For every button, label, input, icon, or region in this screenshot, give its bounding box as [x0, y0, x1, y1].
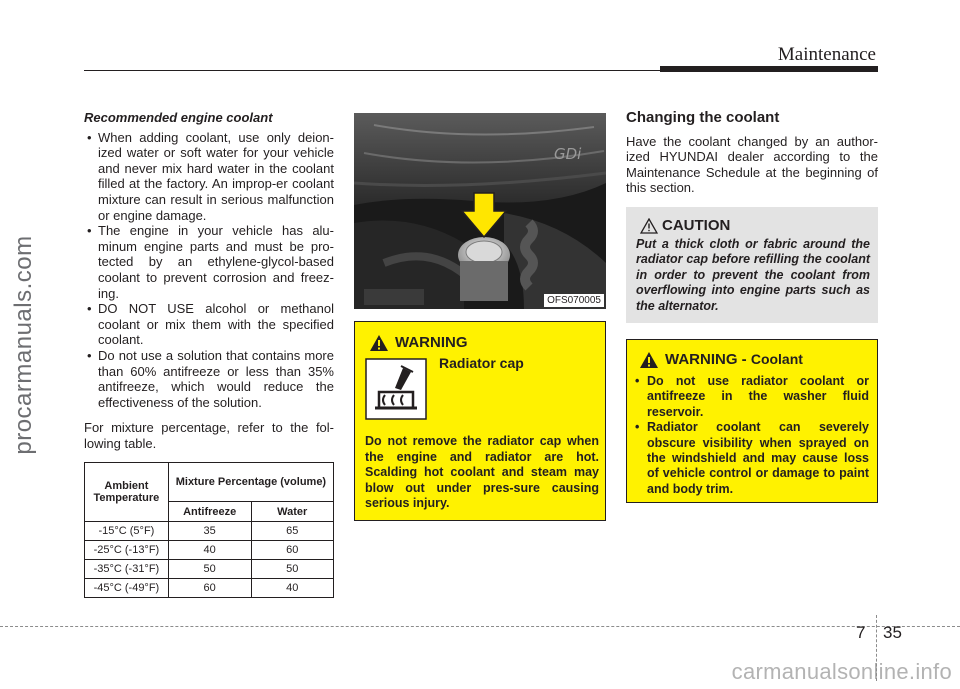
- bullet-item: • Radiator coolant can severely obscure visibility when sprayed on the windshield and may cause loss of vehicle control or damage to paint and body trim.: [633, 420, 869, 497]
- bullet-item: • DO NOT USE alcohol or methanol coolant or mix them with the specified coolant.: [84, 301, 334, 348]
- header-rule-thick: [660, 66, 878, 72]
- cell-water: 50: [251, 560, 333, 579]
- warning-coolant-box: [626, 339, 878, 503]
- warning-coolant-bullets: [633, 374, 869, 497]
- table-row: [85, 522, 334, 541]
- left-column: [84, 110, 334, 451]
- warning-coolant-title: WARNING -: [665, 351, 751, 368]
- table-row: [85, 541, 334, 560]
- cell-water: 60: [251, 541, 333, 560]
- coolant-bullets: [84, 130, 334, 411]
- engine-bay-illustration: [354, 113, 606, 309]
- cell-antifreeze: 40: [168, 541, 251, 560]
- warning-triangle-icon: [639, 351, 659, 369]
- cell-temperature: -25°C (-13°F): [85, 541, 169, 560]
- bullet-item: • Do not use radiator coolant or antifreeze in the washer fluid reservoir.: [633, 374, 869, 420]
- warning-subtitle: Radiator cap: [439, 355, 524, 371]
- subheading-recommended-coolant: Recommended engine coolant: [84, 110, 273, 125]
- hot-coolant-icon: [365, 358, 427, 420]
- bullet-item: • When adding coolant, use only deion-ized water or soft water for your vehicle and never mix hard water in the coolant filled at the factory. An improp-er coolant mixture can result in serious malfunction or engine damage.: [84, 130, 334, 224]
- watermark-bottom: carmanualsonline.info: [731, 659, 952, 684]
- caution-box: [626, 207, 878, 323]
- caution-heading: [640, 217, 730, 234]
- right-column: [626, 110, 878, 196]
- warning-title: WARNING: [395, 334, 468, 351]
- heading-changing-coolant: Changing the coolant: [626, 109, 780, 126]
- section-title: Maintenance: [777, 44, 876, 65]
- header-antifreeze: Antifreeze: [168, 502, 251, 522]
- header-mixture-percentage: Mixture Percentage (volume): [168, 463, 333, 502]
- caution-triangle-icon: [640, 218, 658, 234]
- cell-temperature: -35°C (-31°F): [85, 560, 169, 579]
- warning-triangle-icon: [369, 334, 389, 352]
- warning-heading: [369, 334, 468, 352]
- warning-coolant-heading: [639, 351, 803, 369]
- header-rule: [84, 70, 660, 71]
- bullet-item: • Do not use a solution that contains more than 60% antifreeze or less than 35% antifreeze, which would reduce the effectiveness of the solution.: [84, 348, 334, 410]
- cell-antifreeze: 60: [168, 579, 251, 598]
- changing-coolant-text: Have the coolant changed by an author-ized HYUNDAI dealer according to the Maintenance Schedule at the beginning of this section.: [626, 133, 878, 196]
- mixture-paragraph: For mixture percentage, refer to the fol-lowing table.: [84, 420, 334, 451]
- watermark-vertical: [0, 0, 48, 689]
- watermark-vertical-text: procarmanuals.com: [10, 235, 37, 455]
- cell-antifreeze: 35: [168, 522, 251, 541]
- table-row: [85, 560, 334, 579]
- warning-text: Do not remove the radiator cap when the engine and radiator are hot. Scalding hot coolant and steam may blow out under pres-sure causing serious injury.: [365, 434, 599, 511]
- cell-antifreeze: 50: [168, 560, 251, 579]
- warning-coolant-title-suffix: Coolant: [750, 351, 803, 367]
- cell-temperature: -15°C (5°F): [85, 522, 169, 541]
- table-row: [85, 579, 334, 598]
- header-water: Water: [251, 502, 333, 522]
- cell-temperature: -45°C (-49°F): [85, 579, 169, 598]
- caution-title: CAUTION: [662, 217, 731, 234]
- bullet-item: • The engine in your vehicle has alu-minum engine parts and must be pro-tected by an ethylene-glycol-based coolant to prevent corrosion and freez-ing.: [84, 223, 334, 301]
- page-number: 35: [883, 623, 902, 642]
- engine-bay-photo: [354, 113, 606, 309]
- caution-text: Put a thick cloth or fabric around the radiator cap before refilling the coolant in order to prevent the coolant from overflowing into engine parts such as the alternator.: [636, 237, 870, 313]
- footer-rule: [0, 626, 960, 627]
- footer-divider: [876, 615, 877, 681]
- mixture-table: [84, 462, 334, 598]
- cell-water: 65: [251, 522, 333, 541]
- header-ambient-temperature: Ambient Temperature: [85, 463, 169, 522]
- photo-code: OFS070005: [544, 294, 604, 307]
- chapter-number: 7: [856, 623, 866, 642]
- cell-water: 40: [251, 579, 333, 598]
- engine-badge: GDi: [554, 145, 582, 163]
- warning-radiator-cap-box: [354, 321, 606, 521]
